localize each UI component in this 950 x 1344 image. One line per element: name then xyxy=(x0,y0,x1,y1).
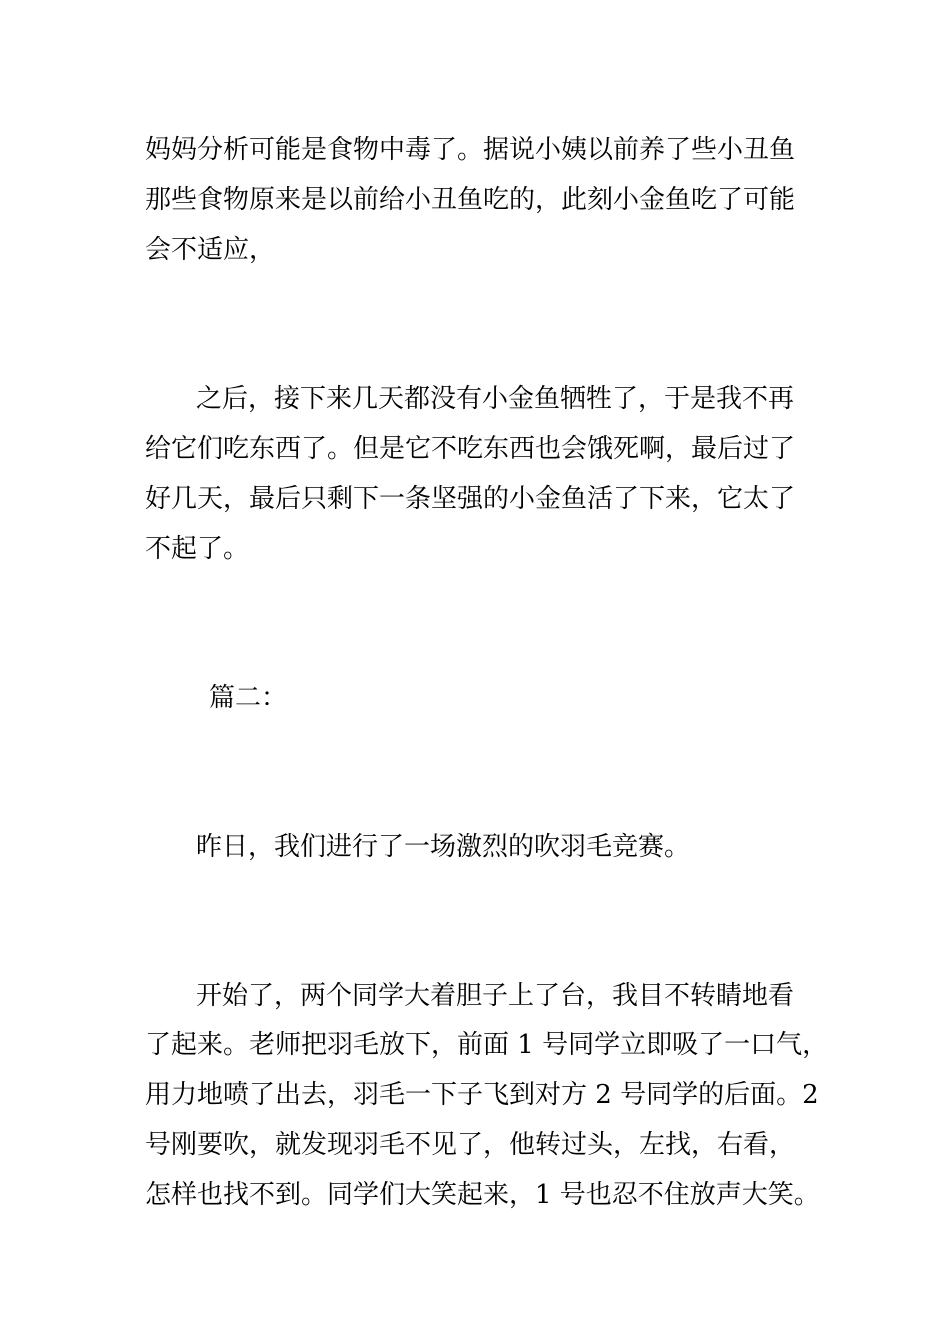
text-line: 怎样也找不到。同学们大笑起来，1 号也忍不住放声大笑。 xyxy=(145,1180,820,1210)
text-line: 那些食物原来是以前给小丑鱼吃的，此刻小金鱼吃了可能 xyxy=(145,185,796,215)
text-line: 会不适应， xyxy=(145,235,276,265)
text-line: 不起了。 xyxy=(145,534,250,564)
text-line: 好几天，最后只剩下一条坚强的小金鱼活了下来，它太了 xyxy=(145,484,796,514)
text-line: 开始了，两个同学大着胆子上了台，我目不转睛地看 xyxy=(196,981,795,1011)
text-line: 之后，接下来几天都没有小金鱼牺牲了，于是我不再 xyxy=(196,384,795,414)
section-heading-text: 篇二： xyxy=(209,683,288,713)
text-line: 昨日，我们进行了一场激烈的吹羽毛竞赛。 xyxy=(196,832,691,862)
text-line: 给它们吃东西了。但是它不吃东西也会饿死啊，最后过了 xyxy=(145,434,796,464)
text-line: 了起来。老师把羽毛放下，前面 1 号同学立即吸了一口气， xyxy=(145,1030,829,1060)
text-line: 妈妈分析可能是食物中毒了。据说小姨以前养了些小丑鱼 xyxy=(145,135,796,165)
text-line: 用力地喷了出去，羽毛一下子飞到对方 2 号同学的后面。2 xyxy=(145,1080,819,1110)
text-line: 号刚要吹，就发现羽毛不见了，他转过头，左找，右看， xyxy=(145,1130,796,1160)
